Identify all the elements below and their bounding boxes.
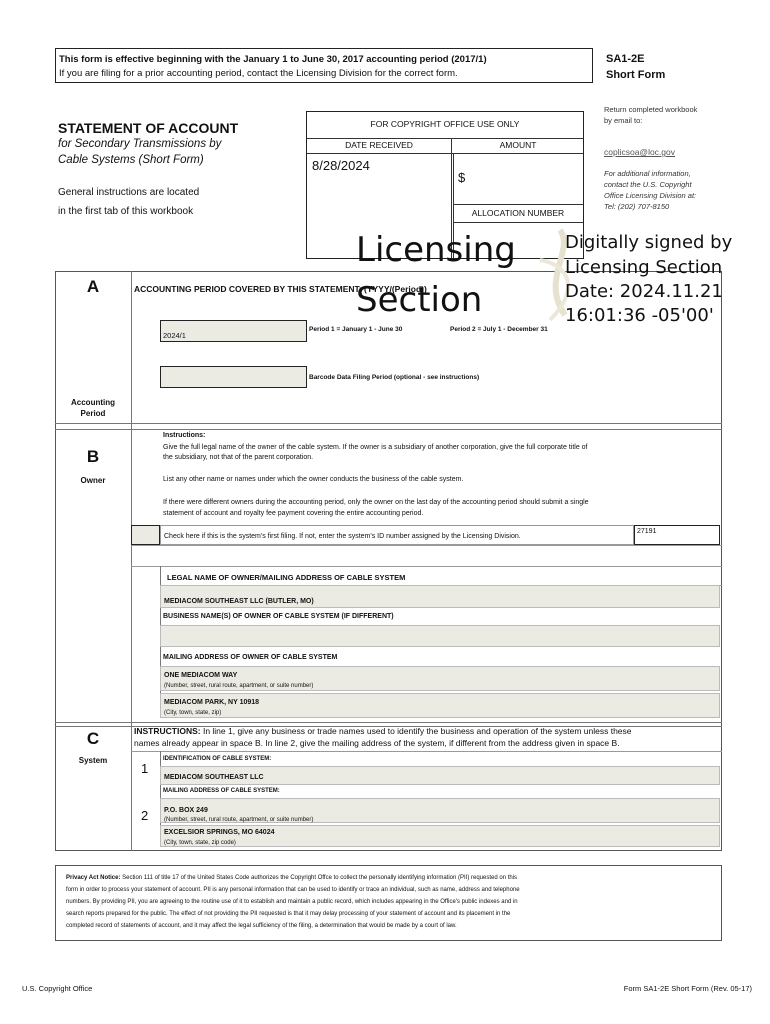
privacy-text-4: search reports prepared for the public. The effect of not providing the PII requested is that it may delay processing of your statement of account and its placement in the xyxy=(66,911,511,917)
period-1-note: Period 1 = January 1 - June 30 xyxy=(309,326,403,333)
contact-info-line3: Office Licensing Division at: xyxy=(604,191,697,200)
owner-instructions-1a: Give the full legal name of the owner of the cable system. If the owner is a subsidiary of another corporation, give the full corporate title of xyxy=(163,444,588,451)
owner-street-value: ONE MEDIACOM WAY xyxy=(164,672,238,679)
privacy-notice xyxy=(55,865,722,941)
owner-mailing-label: MAILING ADDRESS OF OWNER OF CABLE SYSTEM xyxy=(163,654,338,661)
owner-instructions-title: Instructions: xyxy=(163,432,206,439)
owner-street-input[interactable] xyxy=(160,666,720,691)
subtitle-line2: Cable Systems (Short Form) xyxy=(58,154,204,166)
digital-signature-time: 16:01:36 -05'00' xyxy=(565,305,714,326)
notice-line1: This form is effective beginning with the January 1 to June 30, 2017 accounting period (2017/1) xyxy=(59,54,487,65)
privacy-text-3: numbers. By providing PII, you are agreeing to the routine use of it to establish and maintain a public record, which includes appearing in the Office's public indexes and in xyxy=(66,899,518,905)
return-info-line2: by email to: xyxy=(604,116,643,125)
digital-signature-line1: Digitally signed by xyxy=(565,232,733,253)
form-code: SA1-2E xyxy=(606,53,645,65)
form-type: Short Form xyxy=(606,69,666,81)
legal-name-label: LEGAL NAME OF OWNER/MAILING ADDRESS OF CABLE SYSTEM xyxy=(167,573,406,582)
section-b-label: Owner xyxy=(80,476,106,485)
page-title: STATEMENT OF ACCOUNT xyxy=(58,120,239,136)
line-2-number: 2 xyxy=(141,808,149,823)
amount-label: AMOUNT xyxy=(499,140,537,150)
section-c-label: System xyxy=(78,756,108,765)
contact-info-line2: contact the U.S. Copyright xyxy=(604,180,692,189)
system-street-input[interactable] xyxy=(160,798,720,823)
signature-name-line2: Section xyxy=(356,280,483,320)
general-instructions-line2: in the first tab of this workbook xyxy=(58,206,194,217)
owner-city-hint: (City, town, state, zip) xyxy=(164,710,222,716)
legal-name-input[interactable] xyxy=(160,585,720,608)
effective-notice xyxy=(55,48,593,83)
allocation-number-label: ALLOCATION NUMBER xyxy=(471,208,565,218)
owner-instructions-1b: the subsidiary, not that of the parent corporation. xyxy=(163,454,314,461)
system-instructions-line1 xyxy=(134,726,632,736)
barcode-period-input[interactable] xyxy=(160,366,307,388)
section-a-letter: A xyxy=(86,277,100,296)
first-filing-row xyxy=(160,525,634,545)
privacy-line1 xyxy=(66,875,517,881)
legal-name-value: MEDIACOM SOUTHEAST LLC (BUTLER, MO) xyxy=(164,598,314,605)
period-2-note: Period 2 = July 1 - December 31 xyxy=(450,326,548,333)
owner-instructions-3b: statement of account and royalty fee payment covering the entire accounting period. xyxy=(163,510,424,517)
privacy-text-2: form in order to process your statement of account. PII is any personal information that can be used to identify or trace an individual, such as name, address and telephone xyxy=(66,887,520,893)
return-info-line1: Return completed workbook xyxy=(604,105,698,114)
subtitle-line1: for Secondary Transmissions by xyxy=(58,138,222,150)
signature-name-line1: Licensing xyxy=(356,230,516,270)
form-frame xyxy=(55,271,722,851)
system-street-value: P.O. BOX 249 xyxy=(164,807,208,814)
system-id-name-value: MEDIACOM SOUTHEAST LLC xyxy=(164,774,264,781)
owner-street-hint: (Number, street, rural route, apartment, or suite number) xyxy=(164,683,314,689)
first-filing-text: Check here if this is the system's first filing. If not, enter the system's ID number assigned by the Licensing Division. xyxy=(164,533,521,540)
privacy-text-5: completed record of statements of account, and it may affect the legal sufficiency of the filing, a determination that would be made by a court of law. xyxy=(66,923,457,929)
contact-phone: Tel: (202) 707-8150 xyxy=(604,202,670,211)
footer-left: U.S. Copyright Office xyxy=(22,984,93,993)
contact-info-line1: For additional information, xyxy=(604,169,691,178)
system-street-hint: (Number, street, rural route, apartment, or suite number) xyxy=(164,817,314,823)
date-received-label: DATE RECEIVED xyxy=(345,140,413,150)
owner-city-input[interactable] xyxy=(160,693,720,718)
section-c-letter: C xyxy=(86,729,100,748)
section-a-label-line1: Accounting xyxy=(71,398,115,407)
privacy-notice-title: Privacy Act Notice: xyxy=(66,875,121,881)
accounting-period-input[interactable] xyxy=(160,320,307,342)
system-instructions-line2: names already appear in space B. In line 2, give the mailing address of the system, if different from the address given in space B. xyxy=(134,738,620,748)
business-name-label: BUSINESS NAME(S) OF OWNER OF CABLE SYSTEM (IF DIFFERENT) xyxy=(163,613,394,620)
office-use-title: FOR COPYRIGHT OFFICE USE ONLY xyxy=(370,119,520,129)
general-instructions-line1: General instructions are located xyxy=(58,187,200,198)
system-id-name-input[interactable] xyxy=(160,766,720,785)
accounting-period-heading: ACCOUNTING PERIOD COVERED BY THIS STATEMENT: (YYYY/(Period)) xyxy=(134,284,427,294)
notice-line2: If you are filing for a prior accounting period, contact the Licensing Division for the correct form. xyxy=(59,68,458,79)
digital-signature-line2: Licensing Section xyxy=(565,257,723,278)
barcode-period-label: Barcode Data Filing Period (optional - see instructions) xyxy=(309,374,480,381)
business-name-input[interactable] xyxy=(160,625,720,647)
privacy-text-1: Section 111 of title 17 of the United States Code authorizes the Copyright Offce to collect the personally identifying information (PII) requested on this xyxy=(120,875,518,881)
contact-email-link[interactable]: coplicsoa@loc.gov xyxy=(604,147,675,157)
owner-instructions-3a: If there were different owners during the accounting period, only the owner on the last day of the accounting period should submit a single xyxy=(163,499,589,506)
system-instructions-bold: INSTRUCTIONS: xyxy=(134,726,201,736)
owner-city-value: MEDIACOM PARK, NY 10918 xyxy=(164,699,260,706)
system-id-input[interactable] xyxy=(634,525,720,545)
system-city-input[interactable] xyxy=(160,825,720,847)
system-mailing-label: MAILING ADDRESS OF CABLE SYSTEM: xyxy=(163,788,280,794)
accounting-period-value: 2024/1 xyxy=(163,331,186,340)
system-city-hint: (City, town, state, zip code) xyxy=(164,840,236,846)
amount-value: $ xyxy=(458,170,466,185)
section-b-letter: B xyxy=(86,447,100,466)
first-filing-checkbox[interactable] xyxy=(131,525,160,545)
owner-instructions-2: List any other name or names under which the owner conducts the business of the cable system. xyxy=(163,476,464,483)
line-1-number: 1 xyxy=(141,761,149,776)
system-city-value: EXCELSIOR SPRINGS, MO 64024 xyxy=(164,829,275,836)
date-received-value: 8/28/2024 xyxy=(312,158,370,173)
system-id-value: 27191 xyxy=(637,528,657,535)
section-a-label-line2: Period xyxy=(80,409,106,418)
system-id-label: IDENTIFICATION OF CABLE SYSTEM: xyxy=(163,756,272,762)
digital-signature-date: Date: 2024.11.21 xyxy=(565,281,723,302)
system-instructions-rest: In line 1, give any business or trade names used to identify the business and operation of the system unless these xyxy=(200,726,632,736)
footer-right: Form SA1-2E Short Form (Rev. 05-17) xyxy=(623,984,752,993)
